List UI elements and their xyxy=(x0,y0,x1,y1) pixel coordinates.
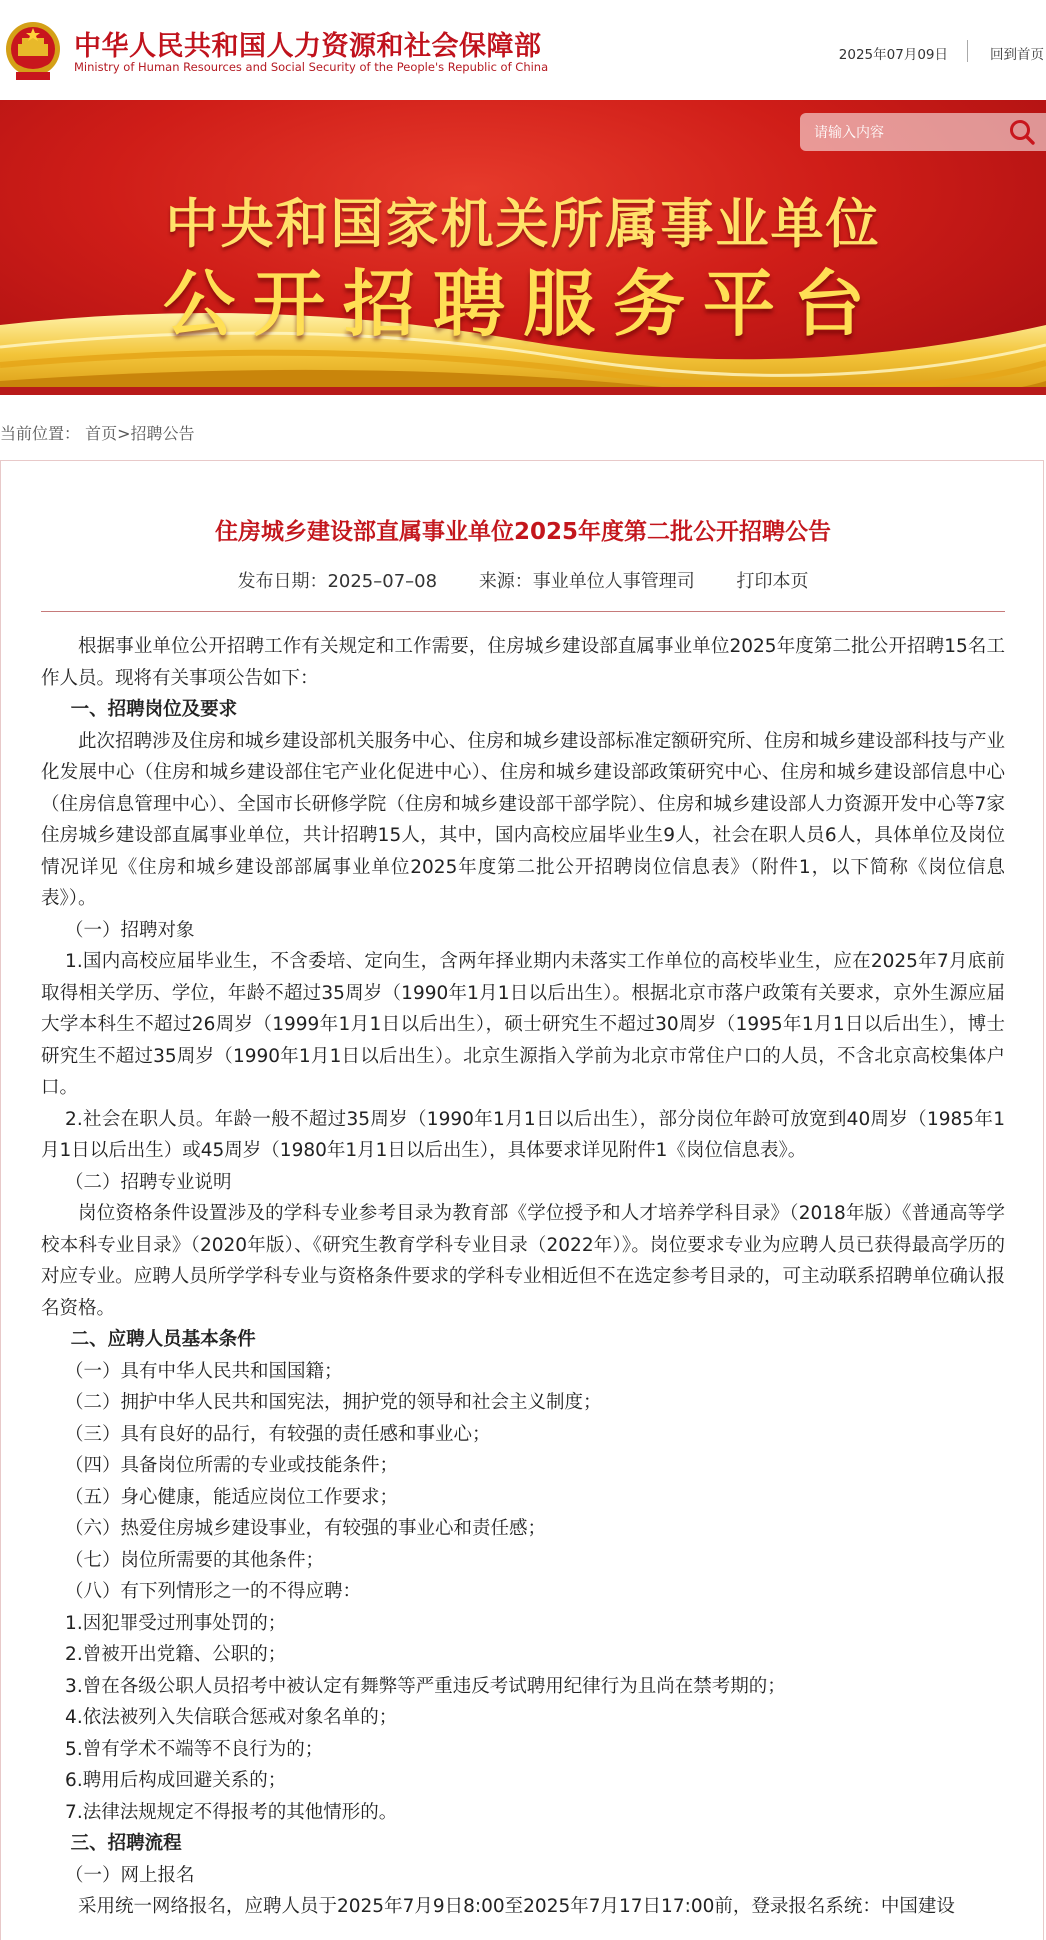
site-header xyxy=(0,0,1046,100)
banner-title-line1: 中央和国家机关所属事业单位 xyxy=(165,194,881,255)
article-paragraph: （八）有下列情形之一的不得应聘： xyxy=(65,1581,362,1602)
article-paragraph: 2.曾被开出党籍、公职的； xyxy=(65,1644,287,1665)
header-divider xyxy=(967,40,968,62)
article-paragraph: 此次招聘涉及住房和城乡建设部机关服务中心、住房和城乡建设部标准定额研究所、住房和城乡建设部科技与产业化发展中心（住房和城乡建设部住宅产业化促进中心）、住房和城乡建设部政策研究中心、住房和城乡建设部信息中心（住房信息管理中心）、全国市长研修学院（住房和城乡建设部干部学院）、住房和城乡建设部人力资源开发中心等7家住房城乡建设部直属事业单位，共计招聘15人，其中，国内高校应届毕业生9人，社会在职人员6人，具体单位及岗位情况详见《住房和城乡建设部部属事业单位2025年度第二批公开招聘岗位信息表》（附件1，以下简称《岗位信息表》）。 xyxy=(41,730,1005,909)
article-paragraph: （六）热爱住房城乡建设事业，有较强的事业心和责任感； xyxy=(65,1518,547,1539)
article-paragraph: 4.依法被列入失信联合惩戒对象名单的； xyxy=(65,1707,398,1728)
article-paragraph: 岗位资格条件设置涉及的学科专业参考目录为教育部《学位授予和人才培养学科目录》（2018年版）《普通高等学校本科专业目录》（2020年版）、《研究生教育学科专业目录（2022年）》。岗位要求专业为应聘人员已获得最高学历的对应专业。应聘人员所学学科专业与资格条件要求的学科专业相近但不在选定参考目录的，可主动联系招聘单位确认报名资格。 xyxy=(41,1203,1005,1319)
article-paragraph: 2.社会在职人员。年龄一般不超过35周岁（1990年1月1日以后出生），部分岗位年龄可放宽到40周岁（1985年1月1日以后出生）或45周岁（1980年1月1日以后出生），具体要求详见附件1《岗位信息表》。 xyxy=(41,1108,1005,1161)
article-body xyxy=(41,631,1005,1923)
section-heading: 二、应聘人员基本条件 xyxy=(70,1329,256,1350)
home-link[interactable]: 回到首页 xyxy=(990,47,1044,63)
article-paragraph: （一）具有中华人民共和国国籍； xyxy=(65,1360,343,1382)
article-source: 来源：事业单位人事管理司 xyxy=(478,571,695,592)
article-paragraph: 采用统一网络报名，应聘人员于2025年7月9日8:00至2025年7月17日17:00前，登录报名系统：中国建设 xyxy=(78,1896,955,1917)
banner xyxy=(0,100,1046,395)
article-meta xyxy=(1,567,1045,593)
search-box xyxy=(800,113,1046,151)
print-page-link[interactable]: 打印本页 xyxy=(736,571,809,592)
section-heading: 三、招聘流程 xyxy=(70,1833,182,1854)
publish-date: 发布日期：2025–07–08 xyxy=(237,571,438,592)
search-icon[interactable] xyxy=(1008,118,1036,146)
article-paragraph: （七）岗位所需要的其他条件； xyxy=(65,1549,325,1571)
article-paragraph: （二）拥护中华人民共和国宪法，拥护党的领导和社会主义制度； xyxy=(65,1392,602,1413)
article-paragraph: 6.聘用后构成回避关系的； xyxy=(65,1770,287,1791)
article-title: 住房城乡建设部直属事业单位2025年度第二批公开招聘公告 xyxy=(214,519,831,545)
article-paragraph: 根据事业单位公开招聘工作有关规定和工作需要，住房城乡建设部直属事业单位2025年度第二批公开招聘15名工作人员。现将有关事项公告如下： xyxy=(41,636,1005,689)
search-input[interactable] xyxy=(812,120,996,146)
breadcrumb-current[interactable]: 招聘公告 xyxy=(130,424,195,443)
breadcrumb-label: 当前位置： xyxy=(0,424,81,443)
breadcrumb xyxy=(0,421,195,444)
national-emblem-icon xyxy=(4,20,62,82)
article-paragraph: 3.曾在各级公职人员招考中被认定有舞弊等严重违反考试聘用纪律行为且尚在禁考期的； xyxy=(65,1675,786,1697)
breadcrumb-home[interactable]: 首页 xyxy=(85,424,118,443)
breadcrumb-separator: > xyxy=(117,424,131,443)
current-date: 2025年07月09日 xyxy=(838,47,948,63)
title-divider xyxy=(41,611,1005,612)
article-paragraph: （二）招聘专业说明 xyxy=(65,1171,232,1193)
section-heading: 一、招聘岗位及要求 xyxy=(70,699,238,720)
article-paragraph: （四）具备岗位所需的专业或技能条件； xyxy=(65,1455,399,1476)
ministry-name-cn: 中华人民共和国人力资源和社会保障部 xyxy=(74,31,542,62)
article-paragraph: （一）招聘对象 xyxy=(65,919,195,941)
ministry-name-en: Ministry of Human Resources and Social Security of the People's Republic of China xyxy=(74,60,549,74)
article-container xyxy=(0,460,1044,1940)
article-paragraph: 1.因犯罪受过刑事处罚的； xyxy=(65,1612,287,1634)
article-paragraph: 1.国内高校应届毕业生，不含委培、定向生，含两年择业期内未落实工作单位的高校毕业生，应在2025年7月底前取得相关学历、学位，年龄不超过35周岁（1990年1月1日以后出生）。根据北京市落户政策有关要求，京外生源应届大学本科生不超过26周岁（1999年1月1日以后出生），硕士研究生不超过30周岁（1995年1月1日以后出生），博士研究生不超过35周岁（1990年1月1日以后出生）。北京生源指入学前为北京市常住户口的人员，不含北京高校集体户口。 xyxy=(41,951,1005,1098)
banner-title-line2: 公开招聘服务平台 xyxy=(162,262,883,346)
article-paragraph: 7.法律法规规定不得报考的其他情形的。 xyxy=(65,1801,398,1823)
article-paragraph: （一）网上报名 xyxy=(65,1864,195,1886)
article-paragraph: 5.曾有学术不端等不良行为的； xyxy=(65,1738,324,1760)
article-paragraph: （三）具有良好的品行，有较强的责任感和事业心； xyxy=(65,1423,491,1445)
article-paragraph: （五）身心健康，能适应岗位工作要求； xyxy=(65,1486,399,1508)
